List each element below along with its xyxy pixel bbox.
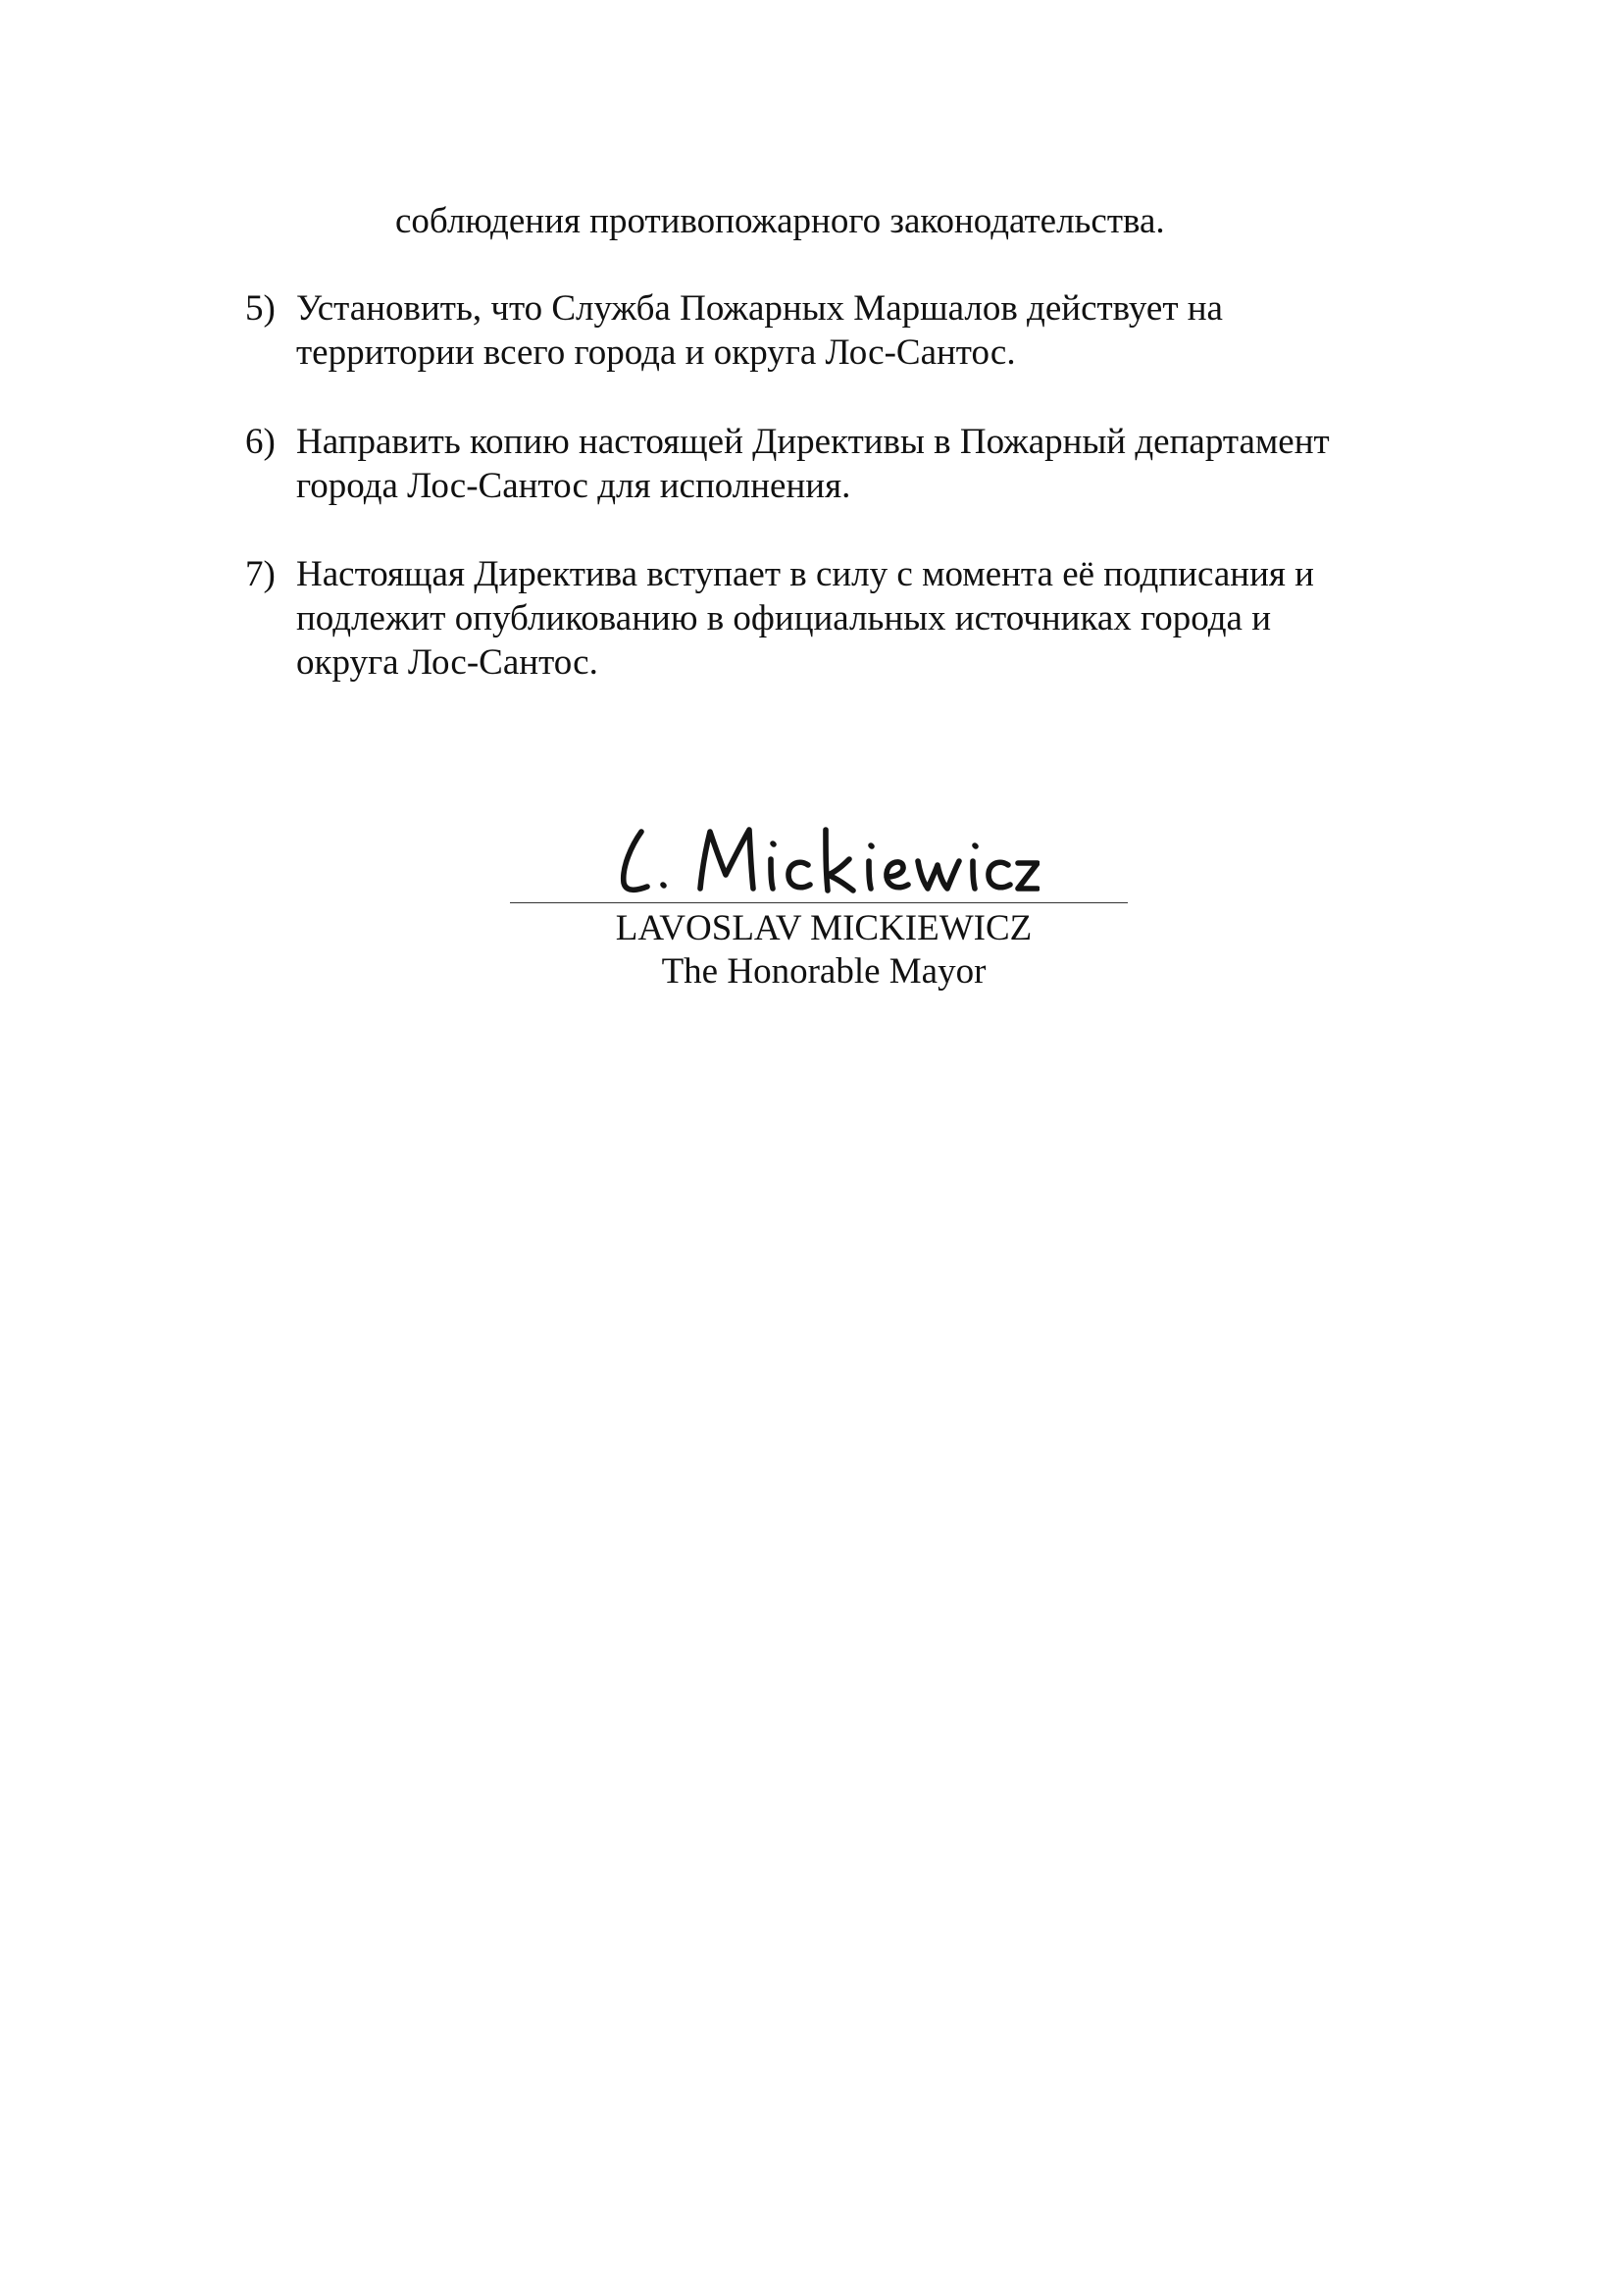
list-item-line: Настоящая Директива вступает в силу с момента её подписания и <box>296 554 1314 594</box>
list-item-body <box>296 420 1402 508</box>
list-item-line: территории всего города и округа Лос-Сантос. <box>296 332 1016 373</box>
handwritten-signature <box>608 816 1040 900</box>
list-item-line: Установить, что Служба Пожарных Маршалов действует на <box>296 288 1223 329</box>
list-item-body <box>296 552 1402 685</box>
list-item-6 <box>245 420 1402 508</box>
continuation-text: соблюдения противопожарного законодательства. <box>395 201 1165 241</box>
list-item-number: 7) <box>245 554 276 594</box>
list-item-line: подлежит опубликованию в официальных источниках города и <box>296 598 1272 638</box>
list-item-5 <box>245 286 1402 375</box>
list-item-body <box>296 286 1402 375</box>
signature-block <box>510 816 1128 1012</box>
list-item-line: Направить копию настоящей Директивы в Пожарный департамент <box>296 422 1330 462</box>
signer-title: The Honorable Mayor <box>661 951 987 992</box>
signer-name: LAVOSLAV MICKIEWICZ <box>615 908 1033 948</box>
list-item-line: города Лос-Сантос для исполнения. <box>296 466 851 506</box>
list-item-number: 5) <box>245 288 276 329</box>
list-item-line: округа Лос-Сантос. <box>296 642 598 683</box>
list-item-number: 6) <box>245 422 276 462</box>
list-item-7 <box>245 552 1402 685</box>
signature-line <box>510 902 1128 903</box>
